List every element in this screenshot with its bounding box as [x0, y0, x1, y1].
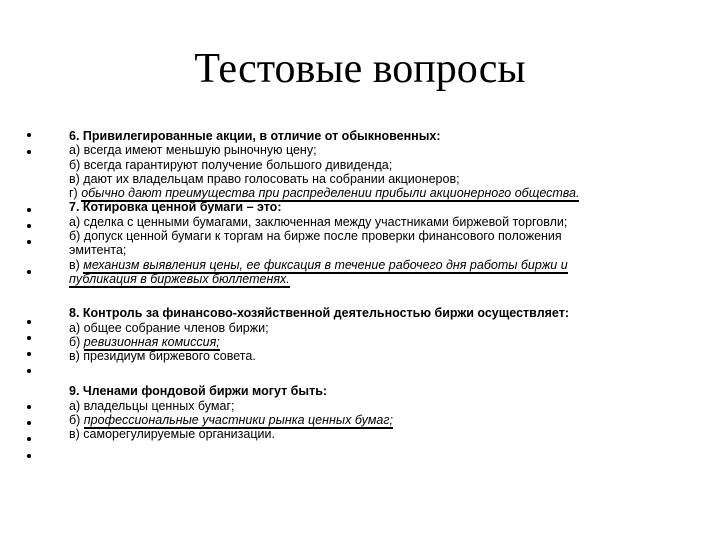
question-7-option-c-cont — [69, 272, 659, 286]
correct-answer: обычно дают преимущества при распределении прибыли акционерного общества. — [81, 186, 580, 201]
bullet-icon — [27, 369, 31, 373]
bullet-icon — [27, 270, 31, 274]
question-6-text: 6. Привилегированные акции, в отличие от обыкновенных: — [69, 129, 441, 143]
bullet-icon — [27, 150, 31, 154]
correct-answer: механизм выявления цены, ее фиксация в течение рабочего дня работы биржи и — [83, 257, 568, 272]
bullet-icon — [27, 224, 31, 228]
question-9-option-b — [69, 413, 659, 427]
question-9-text: 9. Членами фондовой биржи могут быть: — [69, 384, 328, 399]
question-6-option-c: в) дают их владельцам право голосовать на собрании акционеров; — [69, 171, 460, 186]
question-8-option-b — [69, 335, 659, 349]
question-block-6 — [69, 129, 659, 200]
question-block-8 — [69, 306, 659, 363]
question-7-option-c — [69, 258, 659, 272]
question-6-option-b: б) всегда гарантируют получение большого дивиденда; — [69, 157, 393, 172]
bullet-icon — [27, 240, 31, 244]
question-6-option-d — [69, 186, 659, 200]
bullet-icon — [27, 208, 31, 212]
question-9-option-a: а) владельцы ценных бумаг; — [69, 398, 235, 413]
correct-answer: ревизионная комиссия; — [83, 334, 220, 349]
question-8-option-c: в) президиум биржевого совета. — [69, 349, 256, 364]
question-7-option-a: а) сделка с ценными бумагами, заключенная между участниками биржевой торговли; — [69, 214, 568, 229]
question-7-option-b: б) допуск ценной бумаги к торгам на бирже после проверки финансового положения — [69, 229, 562, 244]
question-6-option-a: а) всегда имеют меньшую рыночную цену; — [69, 143, 317, 158]
question-9-option-c: в) саморегулируемые организации. — [69, 427, 275, 442]
option-prefix: в) — [69, 257, 84, 272]
bullet-icon — [27, 454, 31, 458]
bullet-icon — [27, 437, 31, 441]
question-8-text: 8. Контроль за финансово-хозяйственной деятельностью биржи осуществляет: — [69, 306, 569, 321]
question-block-9 — [69, 384, 659, 441]
bullet-icon — [27, 320, 31, 324]
correct-answer-cont: публикация в биржевых бюллетенях. — [69, 271, 290, 286]
bullet-icon — [27, 133, 31, 137]
question-7-option-b-cont: эмитента; — [69, 243, 127, 258]
bullet-icon — [27, 352, 31, 356]
bullet-icon — [27, 405, 31, 409]
question-7-text: 7. Котировка ценной бумаги – это: — [69, 200, 282, 215]
bullet-icon — [27, 336, 31, 340]
spacer — [69, 286, 659, 306]
bullet-icon — [27, 421, 31, 425]
option-prefix: б) — [69, 334, 84, 349]
question-block-7 — [69, 200, 659, 286]
slide-title: Тестовые вопросы — [194, 46, 526, 92]
option-prefix: г) — [69, 186, 82, 201]
option-prefix: б) — [69, 413, 84, 428]
question-8-option-a: а) общее собрание членов биржи; — [69, 320, 269, 335]
correct-answer: профессиональные участники рынка ценных бумаг; — [83, 413, 393, 428]
questions-body — [69, 129, 659, 442]
spacer — [69, 363, 659, 384]
